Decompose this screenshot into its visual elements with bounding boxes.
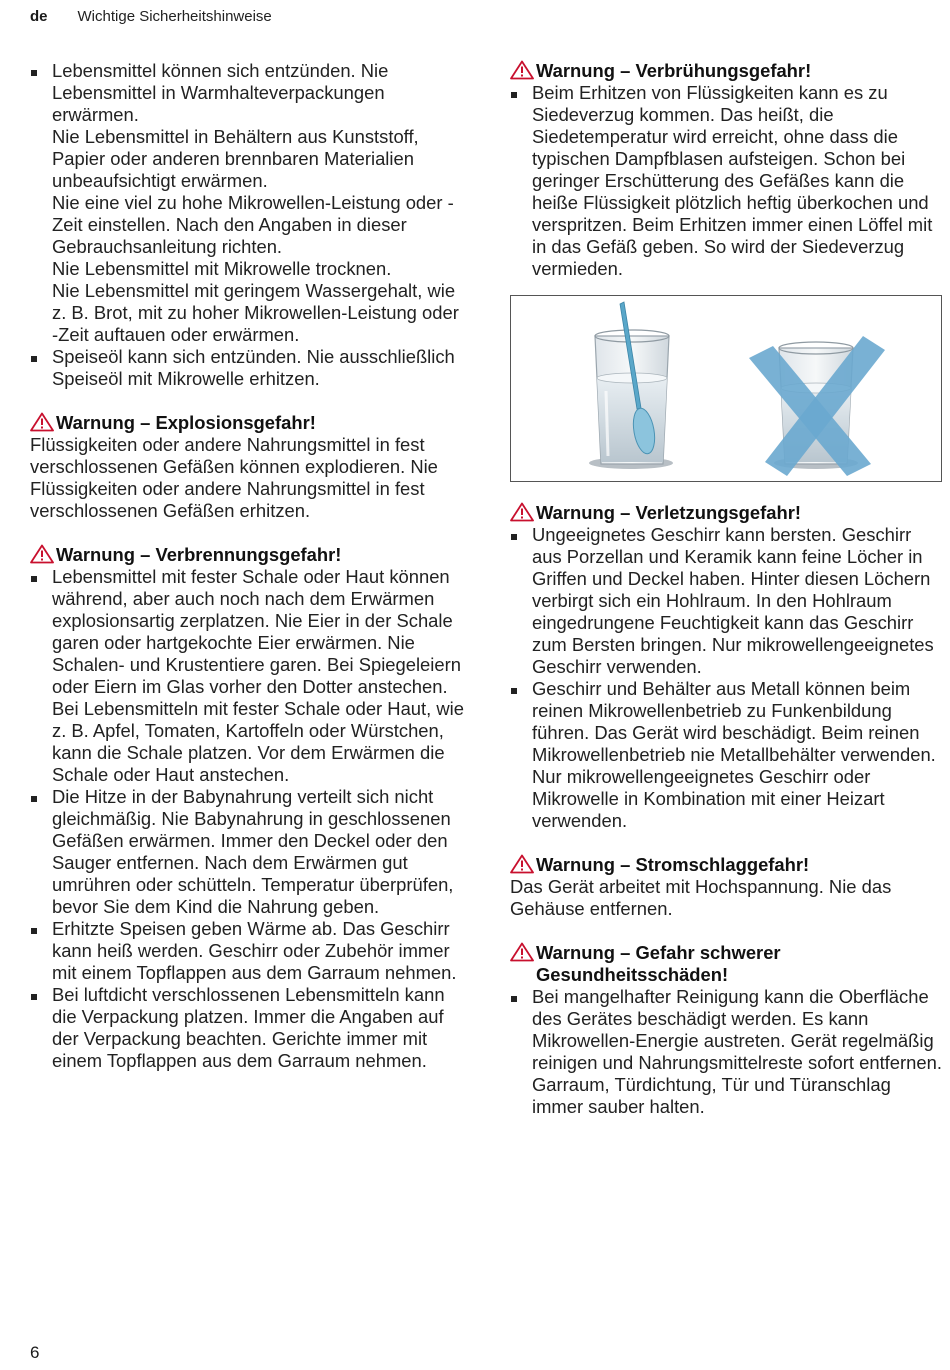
crossed-out-glass [749,336,885,476]
warning-heading [510,60,942,82]
warning-title: Warnung – Verletzungsgefahr! [536,502,801,523]
list-item: Speiseöl kann sich entzünden. Nie ausschließlich Speiseöl mit Mikrowelle erhitzen. [30,346,470,390]
warning-heading [510,502,942,524]
list-item: Beim Erhitzen von Flüssigkeiten kann es zu Siedeverzug kommen. Das heißt, die Siedetemperatur wird erreicht, ohne dass die typischen Dampfblasen aufsteigen. Schon bei geringer Erschütterung des Gefäßes kann die heiße Flüssigkeit plötzlich heftig überkochen und verspritzen. Beim Erhitzen immer einen Löffel mit in das Gefäß geben. So wird der Siedeverzug vermieden. [510,82,942,280]
glass-spoon-illustration [510,295,942,482]
page-header [30,8,272,25]
warning-text: Das Gerät arbeitet mit Hochspannung. Nie das Gehäuse entfernen. [510,876,892,919]
warning-triangle-icon [510,60,534,80]
warning-title: Warnung – Gefahr schwerer Gesundheitsschäden! [536,942,781,985]
list-item: Lebensmittel können sich entzünden. Nie Lebensmittel in Warmhalteverpackungen erwärmen. Nie Lebensmittel in Behältern aus Kunststoff, Papier oder anderen brennbaren Materialien unbeaufsichtigt erwärmen. Nie eine viel zu hohe Mikrowellen-Leistung oder -Zeit einstellen. Nach den Angaben in dieser Gebrauchsanleitung richten. Nie Lebensmittel mit Mikrowelle trocknen. Nie Lebensmittel mit geringem Wassergehalt, wie z. B. Brot, mit zu hoher Mikrowellen-Leistung oder -Zeit auftauen oder erwärmen. [30,60,470,346]
glass-illustration [511,296,941,481]
warning-heading [510,854,942,876]
health-warning [510,942,942,1118]
list-item: Erhitzte Speisen geben Wärme ab. Das Geschirr kann heiß werden. Geschirr oder Zubehör immer mit einem Topflappen aus dem Garraum nehmen. [30,918,470,984]
warning-title: Warnung – Stromschlaggefahr! [536,854,810,875]
glass-with-spoon [589,302,673,469]
intro-list [30,60,470,390]
warning-heading [510,942,942,986]
warning-title: Warnung – Explosionsgefahr! [56,412,316,433]
warning-triangle-icon [510,502,534,522]
warning-triangle-icon [30,412,54,432]
injury-warning [510,502,942,832]
scald-list [510,82,942,280]
warning-text: Flüssigkeiten oder andere Nahrungsmittel in fest verschlossenen Gefäßen können explodieren. Nie Flüssigkeiten oder andere Nahrungsmittel in fest verschlossenen Gefäßen erhitzen. [30,434,438,521]
shock-warning [510,854,942,920]
warning-triangle-icon [510,942,534,962]
explosion-warning [30,412,470,522]
list-item: Lebensmittel mit fester Schale oder Haut können während, aber auch noch nach dem Erwärmen explosionsartig zerplatzen. Nie Eier in der Schale garen oder hartgekochte Eier erwärmen. Nie Schalen- und Krustentiere garen. Bei Spiegeleiern oder Eiern im Glas vorher den Dotter anstechen. Bei Lebensmitteln mit fester Schale oder Haut, wie z. B. Apfel, Tomaten, Kartoffeln oder Würstchen, kann die Schale platzen. Vor dem Erwärmen die Schale oder Haut anstechen. [30,566,470,786]
list-item: Bei luftdicht verschlossenen Lebensmitteln kann die Verpackung platzen. Immer die Angaben auf der Verpackung beachten. Gerichte immer mit einem Topflappen aus dem Garraum nehmen. [30,984,470,1072]
scald-warning [510,60,942,280]
right-column-top [510,60,942,280]
burn-warning [30,544,470,1072]
right-column-bottom [510,502,942,1118]
warning-heading [30,412,470,434]
list-item: Die Hitze in der Babynahrung verteilt sich nicht gleichmäßig. Nie Babynahrung in geschlossenen Gefäßen erwärmen. Immer den Deckel oder den Sauger entfernen. Nach dem Erwärmen gut umrühren oder schütteln. Temperatur überprüfen, bevor Sie dem Kind die Nahrung geben. [30,786,470,918]
left-column [30,60,470,1072]
warning-triangle-icon [510,854,534,874]
section-title: Wichtige Sicherheitshinweise [77,8,272,25]
list-item: Geschirr und Behälter aus Metall können beim reinen Mikrowellenbetrieb zu Funkenbildung führen. Das Gerät wird beschädigt. Beim reinen Mikrowellenbetrieb nie Metallbehälter verwenden. Nur mikrowellengeeignetes Geschirr oder Mikrowelle in Kombination mit einer Heizart verwenden. [510,678,942,832]
injury-list [510,524,942,832]
burn-list [30,566,470,1072]
list-item: Bei mangelhafter Reinigung kann die Oberfläche des Gerätes beschädigt werden. Es kann Mikrowellen-Energie austreten. Gerät regelmäßig reinigen und Nahrungsmittelreste sofort entfernen. Garraum, Türdichtung, Tür und Türanschlag immer sauber halten. [510,986,942,1118]
warning-title: Warnung – Verbrühungsgefahr! [536,60,812,81]
warning-title: Warnung – Verbrennungsgefahr! [56,544,342,565]
language-code: de [30,8,48,25]
health-list [510,986,942,1118]
list-item: Ungeeignetes Geschirr kann bersten. Geschirr aus Porzellan und Keramik kann feine Löcher in Griffen und Deckel haben. Hinter diesen Löchern verbirgt sich ein Hohlraum. In den Hohlraum eingedrungene Feuchtigkeit kann das Geschirr zum Bersten bringen. Nur mikrowellengeeignetes Geschirr verwenden. [510,524,942,678]
warning-heading [30,544,470,566]
warning-triangle-icon [30,544,54,564]
page-number: 6 [30,1343,40,1362]
